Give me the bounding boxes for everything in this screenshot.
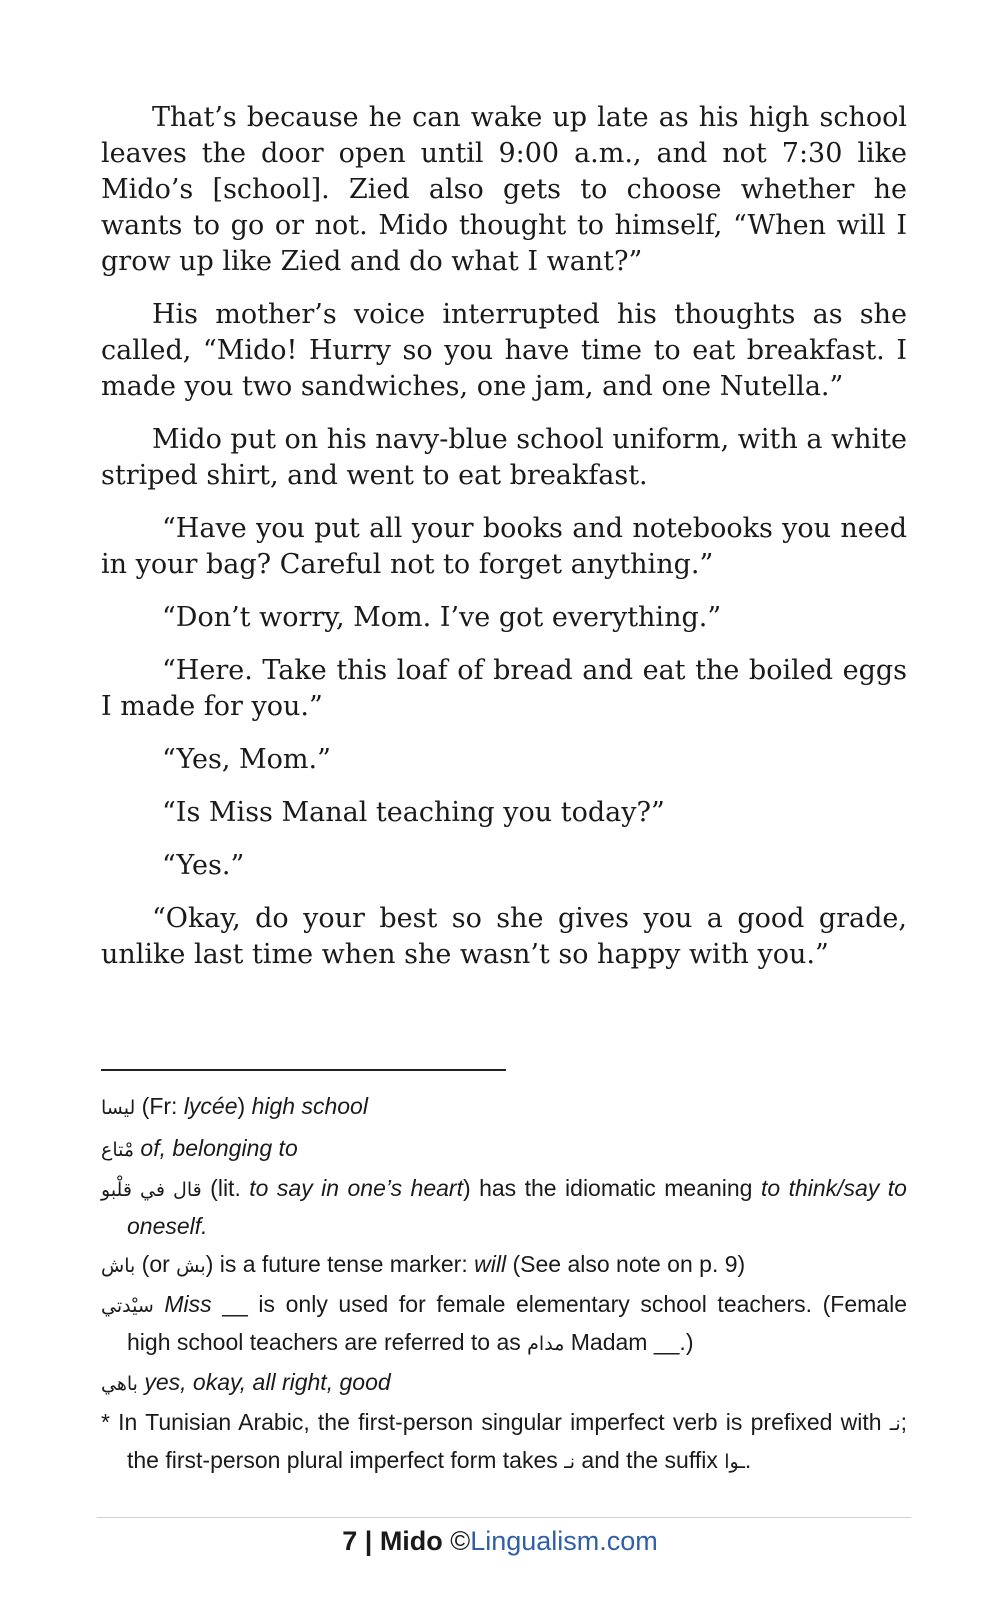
footnote-text: ) <box>237 1093 252 1119</box>
footer-divider <box>97 1517 911 1518</box>
footnote-sidti <box>101 1286 907 1362</box>
paragraph-3: Mido put on his navy-blue school uniform, with a white striped shirt, and went to eat breakfast. <box>101 424 907 491</box>
arabic-term: سيْدتي <box>101 1295 154 1317</box>
footer-separator: | <box>357 1526 380 1556</box>
gloss: of, belonging to <box>134 1135 298 1161</box>
paragraph-9: “Yes.” <box>162 850 245 881</box>
book-title: Mido <box>379 1526 443 1556</box>
arabic-term-alt: مدام <box>527 1333 565 1355</box>
footnote-text: (Fr: <box>135 1093 184 1119</box>
page-footer <box>0 1524 1000 1558</box>
footnote-text: (See also note on p. 9) <box>506 1251 746 1277</box>
footnote-text: * In Tunisian Arabic, the first-person singular imperfect verb is prefixed with <box>101 1409 890 1435</box>
french-term: lycée <box>183 1093 238 1119</box>
paragraph-10: “Okay, do your best so she gives you a good grade, unlike last time when she wasn’t so happy with you.” <box>101 903 907 970</box>
footnote-bahi <box>101 1362 907 1404</box>
arabic-prefix-plural: نـ <box>564 1451 576 1473</box>
arabic-term: قال في قلْبو <box>101 1179 202 1201</box>
paragraph-6: “Here. Take this loaf of bread and eat the boiled eggs I made for you.” <box>101 655 907 722</box>
gloss: yes, okay, all right, good <box>137 1369 391 1395</box>
footnote-divider <box>101 1069 506 1071</box>
gloss: Miss <box>153 1291 212 1317</box>
literal-meaning: to say in one’s heart <box>249 1175 463 1201</box>
paragraph-4: “Have you put all your books and notebooks you need in your bag? Careful not to forget anything.” <box>101 513 907 580</box>
footnotes <box>101 1086 907 1480</box>
footnote-text: ) is a future tense marker: <box>205 1251 475 1277</box>
footnote-lycee <box>101 1086 907 1128</box>
arabic-suffix: ـوا <box>724 1451 745 1473</box>
arabic-term: باهي <box>101 1373 138 1395</box>
footnote-text: __ is only used for female elementary school teachers. (Female high school teachers are referred to as <box>127 1291 907 1355</box>
arabic-term: مْتاع <box>101 1139 135 1161</box>
paragraph-8: “Is Miss Manal teaching you today?” <box>162 797 665 828</box>
arabic-prefix: نـ <box>889 1413 901 1435</box>
arabic-term-alt: بش <box>176 1255 206 1277</box>
footnote-text: (lit. <box>201 1175 250 1201</box>
footnote-first-person <box>101 1404 907 1480</box>
story-text <box>101 100 907 990</box>
footnote-mtaa <box>101 1128 907 1170</box>
gloss: to think/say to oneself. <box>127 1175 907 1239</box>
footnote-text: . <box>744 1447 752 1473</box>
copyright-symbol: © <box>442 1526 471 1556</box>
footnote-bash <box>101 1244 907 1286</box>
footnote-text: ) has the idiomatic meaning <box>462 1175 761 1201</box>
paragraph-5: “Don’t worry, Mom. I’ve got everything.” <box>162 602 722 633</box>
gloss: high school <box>251 1093 368 1119</box>
paragraph-7: “Yes, Mom.” <box>162 744 331 775</box>
footnote-qal-fi-qalbu <box>101 1170 907 1244</box>
footnote-text: (or <box>135 1251 177 1277</box>
page-number: 7 <box>342 1526 358 1556</box>
paragraph-1: That’s because he can wake up late as his high school leaves the door open until 9:00 a.m., and not 7:30 like Mido’s [school]. Zied also gets to choose whether he wants to go or not. Mido thought to himself, “When will I grow up like Zied and do what I want?” <box>101 102 907 277</box>
paragraph-2: His mother’s voice interrupted his thoughts as she called, “Mido! Hurry so you have time to eat breakfast. I made you two sandwiches, one jam, and one Nutella.” <box>101 299 907 402</box>
arabic-term: باش <box>101 1255 136 1277</box>
arabic-term: ليسا <box>101 1097 136 1119</box>
footnote-text: and the suffix <box>575 1447 725 1473</box>
footnote-text: ; the first-person plural imperfect form takes <box>127 1409 907 1473</box>
gloss: will <box>474 1251 507 1277</box>
website-link[interactable]: Lingualism.com <box>470 1526 658 1556</box>
footnote-text: Madam __.) <box>564 1329 694 1355</box>
